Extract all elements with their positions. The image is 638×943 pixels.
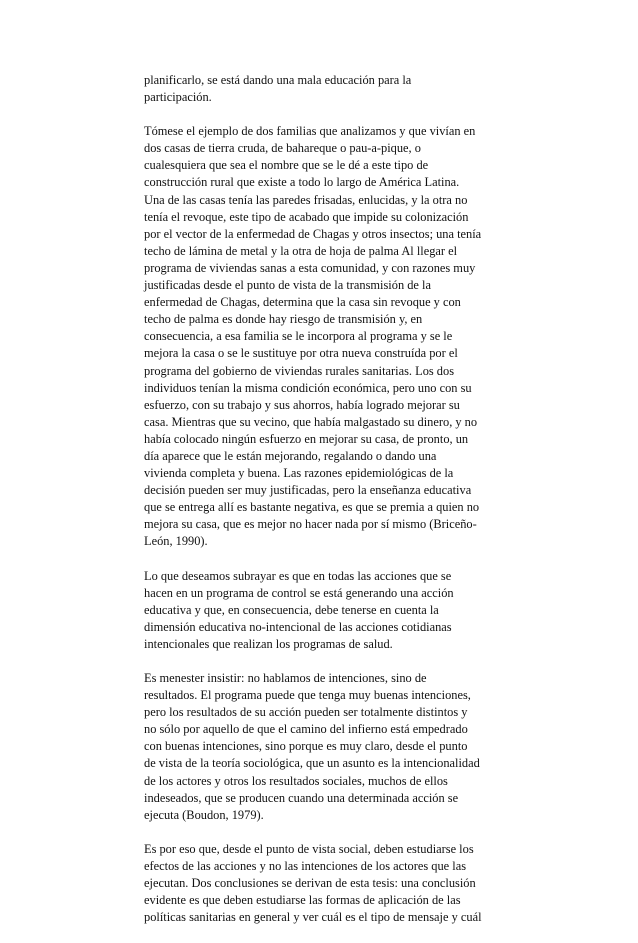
text-line: intencionales que realizan los programas de salud. <box>144 636 393 651</box>
text-line: León, 1990). <box>144 534 208 549</box>
text-line: participación. <box>144 90 212 105</box>
text-line: pero los resultados de su acción pueden ser totalmente distintos y <box>144 705 468 720</box>
paragraph-3 <box>144 568 494 653</box>
text-line: mejora su casa, que es mejor no hacer nada por sí mismo (Briceño- <box>144 517 477 532</box>
text-line: vivienda completa y buena. Las razones epidemiológicas de la <box>144 466 454 481</box>
text-line: casa. Mientras que su vecino, que había malgastado su dinero, y no <box>144 414 478 429</box>
text-line: decisión pueden ser muy justificadas, pero la enseñanza educativa <box>144 483 472 498</box>
text-line: programa del gobierno de viviendas rurales sanitarias. Los dos <box>144 363 455 378</box>
paragraph-4 <box>144 670 494 824</box>
paragraph-5 <box>144 841 494 926</box>
text-line: que se entrega allí es bastante negativa, es que se premia a quien no <box>144 500 480 515</box>
text-line: con buenas intenciones, sino porque es muy claro, desde el punto <box>144 739 468 754</box>
text-line: mejora la casa o se le sustituye por otra nueva construída por el <box>144 346 458 361</box>
text-line: planificarlo, se está dando una mala educación para la <box>144 73 412 87</box>
text-line: programa de viviendas sanas a esta comunidad, y con razones muy <box>144 260 476 275</box>
text-line: cualesquiera que sea el nombre que se le dé a este tipo de <box>144 158 429 173</box>
text-line: Una de las casas tenía las paredes frisadas, enlucidas, y la otra no <box>144 192 468 207</box>
text-line: evidente es que deben estudiarse las formas de aplicación de las <box>144 893 461 908</box>
text-line: resultados. El programa puede que tenga muy buenas intenciones, <box>144 688 471 703</box>
text-line: no sólo por aquello de que el camino del infierno está empedrado <box>144 722 468 737</box>
text-line: había colocado ningún esfuerzo en mejorar su casa, de pronto, un <box>144 431 469 446</box>
text-line: consecuencia, a esa familia se le incorpora al programa y se le <box>144 329 453 344</box>
text-line: Es menester insistir: no hablamos de intenciones, sino de <box>144 671 427 685</box>
text-line: por el vector de la enfermedad de Chagas y otros insectos; una tenía <box>144 226 482 241</box>
text-line: ejecuta (Boudon, 1979). <box>144 807 264 822</box>
text-line: esfuerzo, con su trabajo y sus ahorros, había logrado mejorar su <box>144 397 460 412</box>
text-line: indeseados, que se producen cuando una determinada acción se <box>144 790 459 805</box>
text-line: ejecutan. Dos conclusiones se derivan de esta tesis: una conclusión <box>144 876 476 891</box>
text-line: techo de lámina de metal y la otra de hoja de palma Al llegar el <box>144 243 458 258</box>
text-line: dos casas de tierra cruda, de bahareque o pau-a-pique, o <box>144 141 421 156</box>
text-line: efectos de las acciones y no las intenciones de los actores que las <box>144 858 467 873</box>
text-line: enfermedad de Chagas, determina que la casa sin revoque y con <box>144 295 461 310</box>
text-line: techo de palma es donde hay riesgo de transmisión y, en <box>144 312 423 327</box>
text-line: de vista de la teoría sociológica, que un asunto es la intencionalidad <box>144 756 480 771</box>
body-text <box>144 72 494 943</box>
paragraph-1 <box>144 72 494 106</box>
text-line: construcción rural que existe a todo lo largo de América Latina. <box>144 175 460 190</box>
text-line: de los actores y otros los resultados sociales, muchos de ellos <box>144 773 448 788</box>
text-line: dimensión educativa no-intencional de las acciones cotidianas <box>144 619 452 634</box>
text-line: hacen en un programa de control se está generando una acción <box>144 585 454 600</box>
text-line: políticas sanitarias en general y ver cuál es el tipo de mensaje y cuál <box>144 910 482 925</box>
paragraph-2 <box>144 123 494 550</box>
text-line: justificadas desde el punto de vista de la transmisión de la <box>144 278 431 293</box>
text-line: día aparece que le están mejorando, regalando o dando una <box>144 448 437 463</box>
text-line: Lo que deseamos subrayar es que en todas las acciones que se <box>144 568 452 583</box>
text-line: Es por eso que, desde el punto de vista social, deben estudiarse los <box>144 841 474 856</box>
text-line: Tómese el ejemplo de dos familias que analizamos y que vivían en <box>144 124 476 139</box>
text-line: individuos tenían la misma condición económica, pero uno con su <box>144 380 472 395</box>
text-line: educativa y que, en consecuencia, debe tenerse en cuenta la <box>144 602 439 617</box>
text-line: tenía el revoque, este tipo de acabado que impide su colonización <box>144 209 469 224</box>
